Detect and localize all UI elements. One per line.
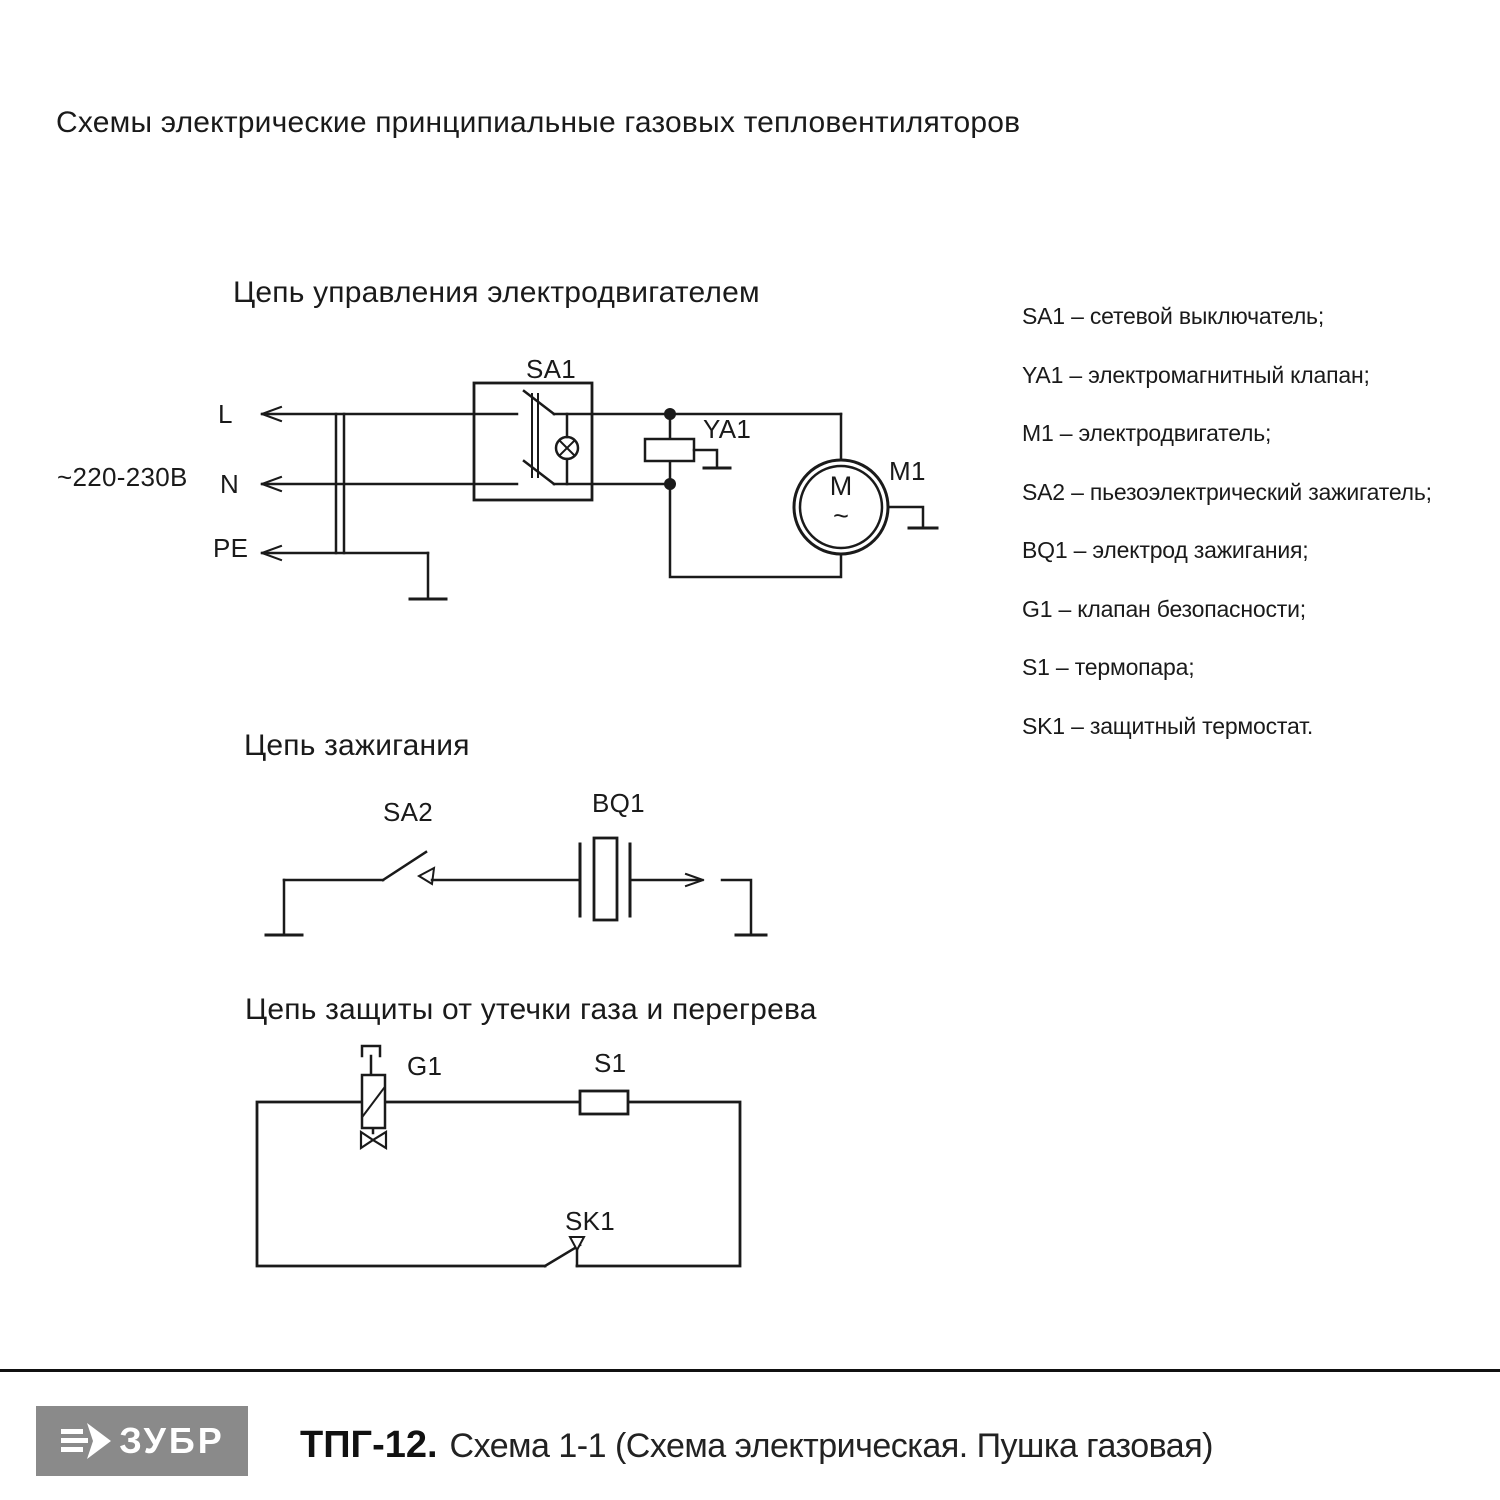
ground-symbol: [722, 880, 766, 935]
junction-dot: [664, 408, 676, 420]
legend-item: BQ1 – электрод зажигания;: [1022, 537, 1309, 563]
legend-item: S1 – термопара;: [1022, 654, 1195, 680]
terminal-arrows: [262, 407, 517, 560]
legend-item: SK1 – защитный термостат.: [1022, 712, 1314, 739]
motor-letter: M: [829, 471, 853, 501]
sk1-thermostat-symbol: [545, 1237, 584, 1266]
g1-valve-symbol: [361, 1046, 386, 1148]
circuit-2-title: Цепь зажигания: [244, 729, 470, 762]
terminal-n-label: N: [220, 469, 240, 499]
brand-name: ЗУБР: [119, 1420, 225, 1461]
circuit-3-title: Цепь защиты от утечки газа и перегрева: [245, 993, 817, 1026]
legend-item: SA2 – пьезоэлектрический зажигатель;: [1022, 478, 1432, 505]
s1-thermocouple-symbol: [580, 1091, 628, 1114]
footer-divider: [0, 1369, 1500, 1372]
legend-item: SA1 – сетевой выключатель;: [1022, 303, 1325, 329]
bq1-electrode-symbol: [580, 838, 630, 920]
voltage-label: ~220-230В: [57, 462, 188, 492]
legend: [1022, 287, 1432, 755]
legend-item: YA1 – электромагнитный клапан;: [1022, 361, 1370, 388]
brand-logo: [36, 1406, 248, 1476]
page-title: Схемы электрические принципиальные газовых тепловентиляторов: [56, 106, 1021, 139]
model-name: ТПГ-12.: [300, 1424, 438, 1466]
zubr-logo-icon: [59, 1419, 111, 1463]
sk1-label: SK1: [565, 1206, 616, 1236]
ignition-circuit: [266, 838, 766, 935]
motor-ac-symbol: ~: [833, 501, 849, 531]
pe-ground-symbol: [410, 553, 446, 599]
m1-label: M1: [889, 456, 926, 486]
sa2-label: SA2: [383, 797, 434, 827]
junction-dot: [664, 478, 676, 490]
protection-circuit: [257, 1046, 740, 1266]
terminal-l-label: L: [218, 399, 233, 429]
legend-item: M1 – электродвигатель;: [1022, 420, 1272, 446]
footer-caption: [300, 1424, 1213, 1467]
ya1-label: YA1: [703, 414, 752, 444]
sa2-igniter-symbol: [383, 852, 434, 884]
sa1-switch-symbol: [474, 383, 592, 500]
ground-symbol: [266, 880, 302, 935]
terminal-pe-label: PE: [213, 533, 249, 563]
bq1-label: BQ1: [592, 788, 645, 818]
s1-label: S1: [594, 1048, 627, 1078]
circuit-1-title: Цепь управления электродвигателем: [233, 276, 760, 309]
sa1-label: SA1: [526, 354, 577, 384]
g1-label: G1: [407, 1051, 443, 1081]
scheme-caption: Схема 1-1 (Схема электрическая. Пушка газовая): [449, 1427, 1213, 1465]
legend-item: G1 – клапан безопасности;: [1022, 595, 1306, 622]
